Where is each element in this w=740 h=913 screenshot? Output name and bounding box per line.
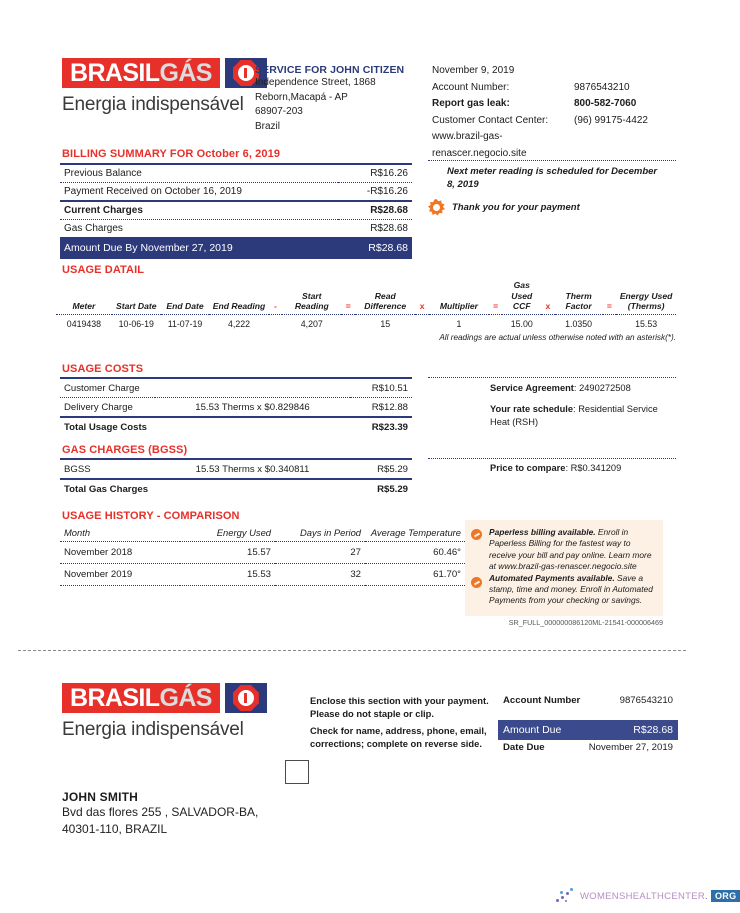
col-gas-used-ccf: Gas Used CCF (502, 278, 541, 314)
logo-gas-text-stub: GÁS (159, 683, 212, 712)
watermark-org-badge: ORG (711, 890, 740, 902)
billing-summary-heading: BILLING SUMMARY FOR October 6, 2019 (62, 148, 281, 160)
table-row (432, 81, 678, 96)
history-temp: 60.46° (433, 547, 461, 558)
cell-energy-used: 15.53 (635, 318, 658, 329)
stub-payment-block (498, 693, 678, 708)
rate-schedule-line: Your rate schedule: Residential Service Heat (RSH) (490, 404, 658, 427)
total-usage-label: Total Usage Costs (64, 421, 147, 433)
table-row (56, 314, 676, 333)
amount-due-row (60, 237, 412, 259)
watermark-text: WOMENSHEALTHCENTER (580, 890, 706, 902)
table-row (60, 542, 465, 564)
usage-costs-heading: USAGE COSTS (62, 363, 144, 375)
total-gas-value: R$5.29 (377, 483, 408, 495)
gas-charge-value: R$5.29 (377, 463, 408, 475)
operator-equals: = (603, 278, 617, 314)
col-month: Month (64, 527, 91, 538)
cell-meter: 0419438 (66, 318, 102, 329)
service-agreement-divider (428, 377, 676, 378)
price-to-compare-value: R$0.341209 (570, 463, 622, 473)
logo-wordmark (62, 58, 220, 88)
gas-charges-heading: GAS CHARGES (BGSS) (62, 444, 188, 456)
usage-costs-table (60, 377, 412, 436)
stub-date-due-value: November 27, 2019 (588, 742, 673, 753)
table-row (60, 201, 412, 220)
stub-instructions (310, 694, 500, 720)
customer-address-line-2: 40301-110, BRAZIL (62, 822, 168, 836)
gas-charges-table (60, 458, 412, 498)
logo-badge-stub (225, 683, 267, 713)
gas-charge-detail: 15.53 Therms x $0.340811 (195, 463, 310, 475)
website-line-1: www.brazil-gas- (432, 131, 503, 142)
stub-note-line-4: corrections; complete on reverse side. (310, 738, 482, 749)
usage-detail-heading: USAGE DATAIL (62, 264, 145, 276)
table-row (60, 459, 412, 479)
customer-name: JOHN SMITH (62, 790, 139, 804)
total-gas-charges-row (60, 479, 412, 498)
stub-amount-block (498, 720, 678, 755)
account-number-label: Account Number: (432, 81, 510, 93)
history-bottom-rule (60, 586, 465, 587)
service-address-line: Brazil (255, 120, 281, 132)
table-row (60, 398, 412, 418)
total-usage-value: R$23.39 (371, 421, 408, 433)
operator-equals: = (489, 278, 503, 314)
gas-charge-label: BGSS (64, 463, 91, 475)
cell-therm-factor: 1.0350 (565, 318, 593, 329)
cost-value: R$10.51 (371, 382, 408, 394)
operator-times: x (415, 278, 429, 314)
watermark-dot: . (705, 890, 708, 902)
usage-history-heading: USAGE HISTORY - COMPARISON (62, 510, 240, 522)
summary-value: R$28.68 (370, 223, 408, 234)
cell-multiplier: 1 (456, 318, 462, 329)
gas-leak-phone: 800-582-7060 (574, 98, 637, 109)
table-row (498, 693, 678, 708)
table-row (60, 164, 412, 183)
service-agreement-block (490, 382, 675, 429)
total-gas-label: Total Gas Charges (64, 483, 149, 495)
usage-detail-table (56, 278, 676, 333)
paperless-bold: Paperless billing available. (489, 527, 596, 537)
usage-history-table (60, 524, 465, 586)
cell-start-date: 10-06-19 (118, 318, 154, 329)
cost-label: Customer Charge (64, 382, 140, 394)
cost-detail (155, 378, 350, 398)
cell-end-date: 11-07-19 (167, 318, 203, 329)
contact-center-label: Customer Contact Center: (432, 114, 549, 126)
col-energy-used: Energy Used (Therms) (616, 278, 676, 314)
table-row (60, 564, 465, 586)
rate-schedule-value: Residential Service Heat (RSH) (490, 404, 658, 427)
logo-brasil-text: BRASIL (70, 58, 160, 87)
cost-value: R$12.88 (371, 401, 408, 413)
cell-start-reading: 4,207 (300, 318, 323, 329)
summary-label: Gas Charges (64, 223, 123, 234)
logo-tagline: Energia indispensável (62, 94, 244, 115)
col-energy-used: Energy Used (216, 527, 271, 538)
col-meter: Meter (56, 278, 112, 314)
stub-note-line-2: Please do not staple or clip. (310, 708, 434, 719)
table-header-row (60, 524, 465, 542)
rate-schedule-label: Your rate schedule (490, 404, 574, 414)
service-agreement-value: 2490272508 (579, 383, 631, 393)
stub-amount-table (498, 720, 678, 755)
customer-address-line-1: Bvd das flores 255 , SALVADOR-BA, (62, 805, 259, 819)
company-logo-stub (62, 683, 292, 741)
history-energy: 15.53 (246, 569, 271, 580)
reference-code: SR_FULL_000000086120ML-21541-000006469 (508, 618, 663, 627)
col-multiplier: Multiplier (429, 278, 489, 314)
stub-account-label: Account Number (503, 695, 581, 706)
logo-mark-stub (62, 683, 292, 713)
col-end-reading: End Reading (209, 278, 268, 314)
price-to-compare-line: Price to compare: R$0.341209 (490, 463, 622, 473)
bill-date-row (432, 64, 678, 79)
total-usage-costs-row (60, 417, 412, 436)
service-agreement-line: Service Agreement: 2490272508 (490, 383, 631, 393)
table-row (60, 220, 412, 238)
tear-off-divider (18, 650, 686, 651)
logo-brasil-text-stub: BRASIL (70, 683, 160, 712)
account-number-value: 9876543210 (574, 81, 630, 93)
price-compare-divider (428, 458, 676, 459)
summary-value: R$16.26 (370, 168, 408, 179)
table-row (432, 130, 678, 145)
amount-due-label: Amount Due By November 27, 2019 (60, 237, 338, 259)
logo-gas-text: GÁS (159, 58, 212, 87)
history-month: November 2019 (64, 569, 133, 580)
summary-label: Payment Received on October 16, 2019 (64, 186, 242, 197)
service-for-title: SERVICE FOR JOHN CITIZEN (255, 64, 405, 76)
cost-detail: 15.53 Therms x $0.829846 (195, 401, 310, 413)
service-for-block (255, 64, 425, 134)
address-change-checkbox[interactable] (285, 760, 309, 784)
stub-account-table (498, 693, 678, 708)
bill-date: November 9, 2019 (432, 65, 515, 76)
stub-amount-value: R$28.68 (574, 720, 678, 740)
stub-amount-label: Amount Due (498, 720, 574, 740)
automated-body: Save a stamp, time and money. Enroll in Automated Payments from your checking or savings. (489, 572, 653, 606)
history-energy: 15.57 (246, 547, 271, 558)
usage-detail-section (56, 278, 676, 342)
history-temp: 61.70° (433, 569, 461, 580)
cell-read-difference: 15 (380, 318, 391, 329)
amount-due-value: R$28.68 (338, 237, 412, 259)
operator-times: x (541, 278, 555, 314)
paperless-billing-text (489, 527, 655, 573)
paperless-icon (471, 529, 482, 540)
flame-octagon-icon (233, 685, 259, 711)
usage-history-section (60, 524, 465, 586)
table-header-row (56, 278, 676, 314)
table-row (432, 97, 678, 112)
table-row (60, 183, 412, 202)
bill-info-table (430, 62, 680, 163)
service-agreement-label: Service Agreement (490, 383, 574, 393)
stub-corrections (310, 724, 500, 750)
cost-label: Delivery Charge (64, 401, 133, 413)
automated-payments-icon (471, 577, 482, 588)
col-end-date: End Date (161, 278, 210, 314)
website-line-2: renascer.negocio.site (432, 147, 527, 159)
summary-value: -R$16.26 (366, 186, 408, 197)
billing-summary-table (60, 163, 412, 259)
billing-summary-section (60, 163, 412, 259)
col-start-date: Start Date (112, 278, 161, 314)
history-days: 27 (350, 547, 361, 558)
automated-bold: Automated Payments available. (489, 572, 615, 583)
stub-date-due-label: Date Due (503, 742, 545, 753)
thank-you-note: Thank you for your payment (452, 202, 580, 213)
notes-divider (428, 160, 676, 161)
dots-decoration-icon (556, 888, 578, 904)
history-days: 32 (350, 569, 361, 580)
thank-you-star-icon (428, 199, 445, 216)
table-row (60, 378, 412, 398)
cell-gas-used-ccf: 15.00 (510, 318, 533, 329)
bill-info-block (430, 62, 680, 163)
gas-charges-section (60, 458, 412, 498)
col-start-reading: Start Reading (282, 278, 341, 314)
paperless-body: Enroll in Paperless Billing for the fastest way to receive your bill and pay online. Learn more at www.brazil-gas-renascer.negocio.site (489, 527, 652, 572)
summary-label: Current Charges (64, 205, 143, 216)
cell-end-reading: 4,222 (228, 318, 251, 329)
col-read-difference: Read Difference (355, 278, 415, 314)
history-month: November 2018 (64, 547, 133, 558)
summary-label: Previous Balance (64, 168, 142, 179)
stub-note-line-1: Enclose this section with your payment. (310, 695, 489, 706)
stub-amount-due-row (498, 720, 678, 740)
meter-reading-note: Next meter reading is scheduled for December 8, 2019 (447, 166, 658, 190)
table-row (432, 114, 678, 129)
gas-leak-label: Report gas leak: (432, 98, 510, 109)
col-days-in-period: Days in Period (300, 527, 361, 538)
table-row (498, 740, 678, 755)
stub-customer-address (62, 790, 258, 838)
service-address-line: Independence Street, 1868 (255, 77, 376, 88)
watermark-logo (556, 888, 740, 904)
logo-tagline-stub: Energia indispensável (62, 719, 244, 740)
stub-account-value: 9876543210 (619, 695, 673, 706)
stub-note-line-3: Check for name, address, phone, email, (310, 725, 487, 736)
table-row (432, 147, 678, 162)
price-to-compare-label: Price to compare (490, 463, 566, 473)
service-address-line: 68907-203 (255, 106, 303, 117)
operator-minus: - (269, 278, 282, 314)
col-therm-factor: Therm Factor (555, 278, 603, 314)
col-average-temperature: Average Temperature (370, 527, 461, 538)
summary-value: R$28.68 (370, 205, 408, 216)
logo-wordmark-stub (62, 683, 220, 713)
automated-payments-text (489, 573, 655, 607)
usage-detail-footnote: All readings are actual unless otherwise noted with an asterisk(*). (439, 332, 676, 342)
service-address-line: Reborn,Macapá - AP (255, 91, 348, 103)
operator-equals: = (341, 278, 355, 314)
usage-costs-section (60, 377, 412, 436)
contact-center-phone: (96) 99175-4422 (574, 114, 648, 126)
promo-box (465, 520, 663, 616)
